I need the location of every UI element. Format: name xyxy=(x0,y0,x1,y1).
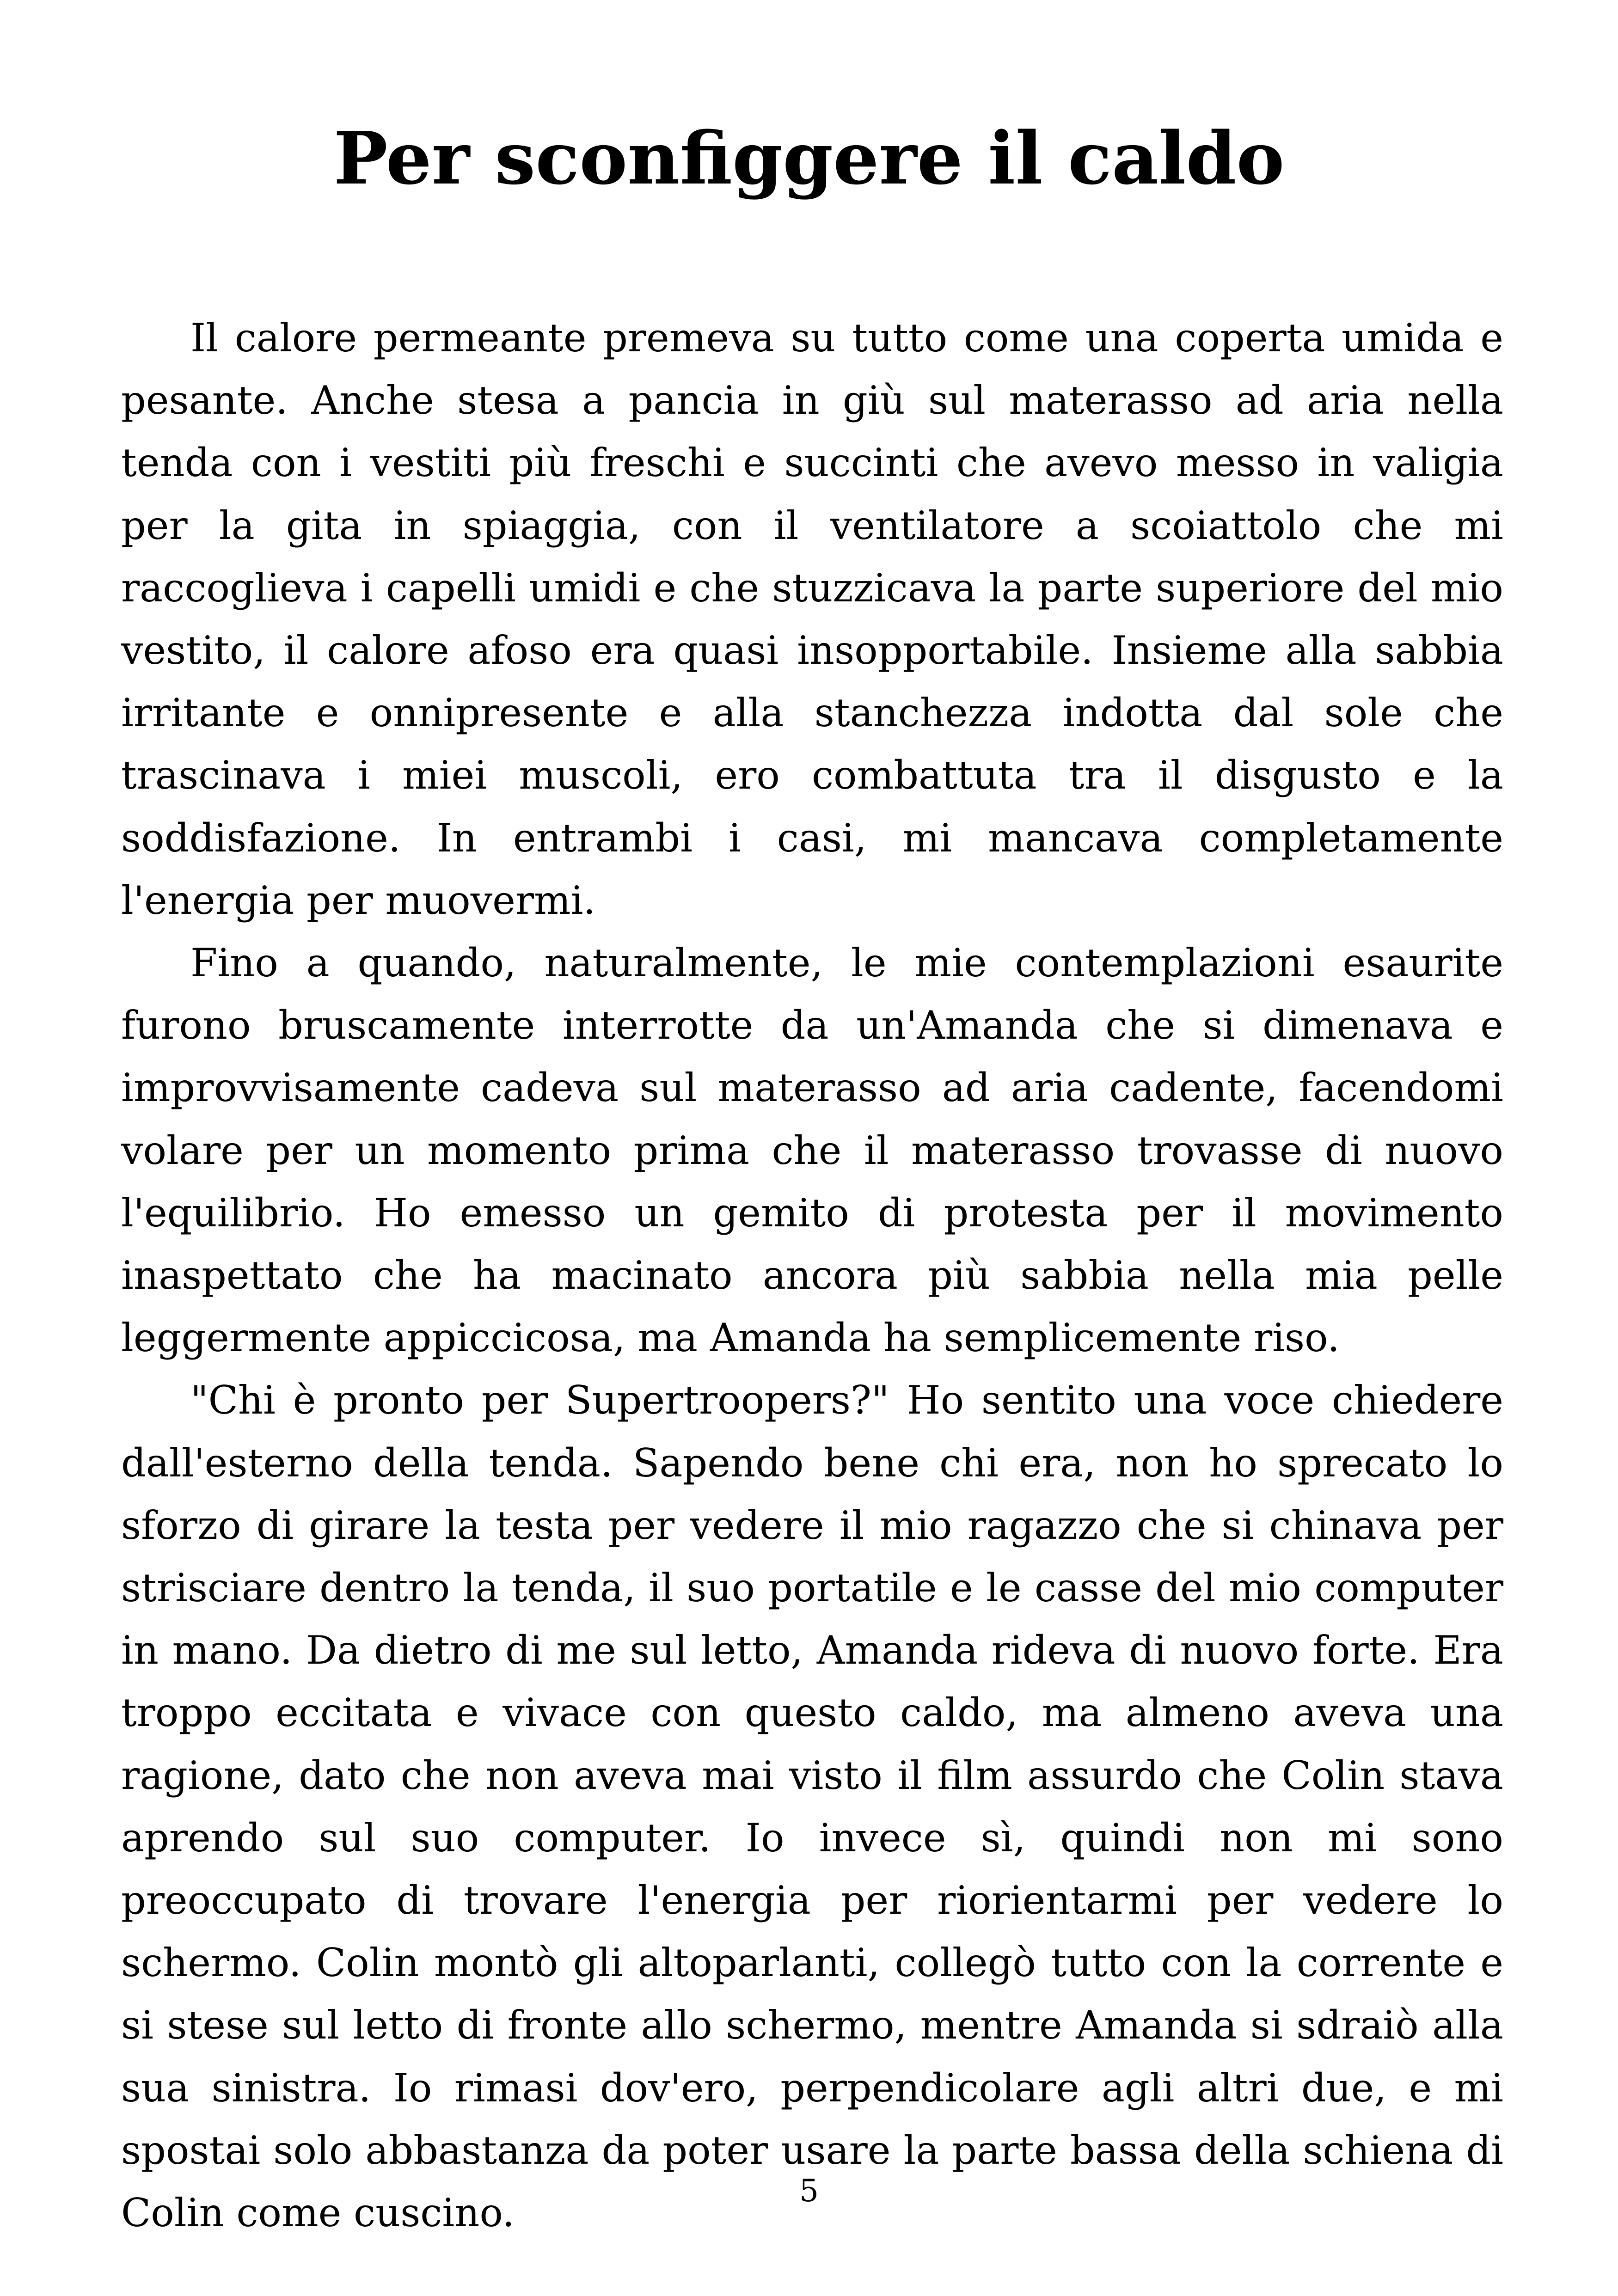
paragraph-3: "Chi è pronto per Supertroopers?" Ho sentito una voce chiedere dall'esterno della tenda. Sapendo bene chi era, non ho sprecato lo sforzo di girare la testa per vedere il mio ragazzo che si chinava per strisciare dentro la tenda, il suo portatile e le casse del mio computer in mano. Da dietro di me sul letto, Amanda rideva di nuovo forte. Era troppo eccitata e vivace con questo caldo, ma almeno aveva una ragione, dato che non aveva mai visto il film assurdo che Colin stava aprendo sul suo computer. Io invece sì, quindi non mi sono preoccupato di trovare l'energia per riorientarmi per vedere lo schermo. Colin montò gli altoparlanti, collegò tutto con la corrente e si stese sul letto di fronte allo schermo, mentre Amanda si sdraiò alla sua sinistra. Io rimasi dov'ero, perpendicolare agli altri due, e mi spostai solo abbastanza da poter usare la parte bassa della schiena di Colin come cuscino. xyxy=(121,1378,1503,2236)
paragraph-1: Il calore permeante premeva su tutto come una coperta umida e pesante. Anche stesa a pancia in giù sul materasso ad aria nella tenda con i vestiti più freschi e succinti che avevo messo in valigia per la gita in spiaggia, con il ventilatore a scoiattolo che mi raccoglieva i capelli umidi e che stuzzicava la parte superiore del mio vestito, il calore afoso era quasi insopportabile. Insieme alla sabbia irritante e onnipresente e alla stanchezza indotta dal sole che trascinava i miei muscoli, ero combattuta tra il disgusto e la soddisfazione. In entrambi i casi, mi mancava completamente l'energia per muovermi. xyxy=(121,315,1503,923)
chapter-title: Per sconfiggere il caldo xyxy=(333,116,1285,201)
page-number: 5 xyxy=(799,2173,819,2209)
paragraph-2: Fino a quando, naturalmente, le mie contemplazioni esaurite furono bruscamente interrotte da un'Amanda che si dimenava e improvvisamente cadeva sul materasso ad aria cadente, facendomi volare per un momento prima che il materasso trovasse di nuovo l'equilibrio. Ho emesso un gemito di protesta per il movimento inaspettato che ha macinato ancora più sabbia nella mia pelle leggermente appiccicosa, ma Amanda ha semplicemente riso. xyxy=(121,940,1503,1361)
chapter-body xyxy=(121,307,1503,2244)
